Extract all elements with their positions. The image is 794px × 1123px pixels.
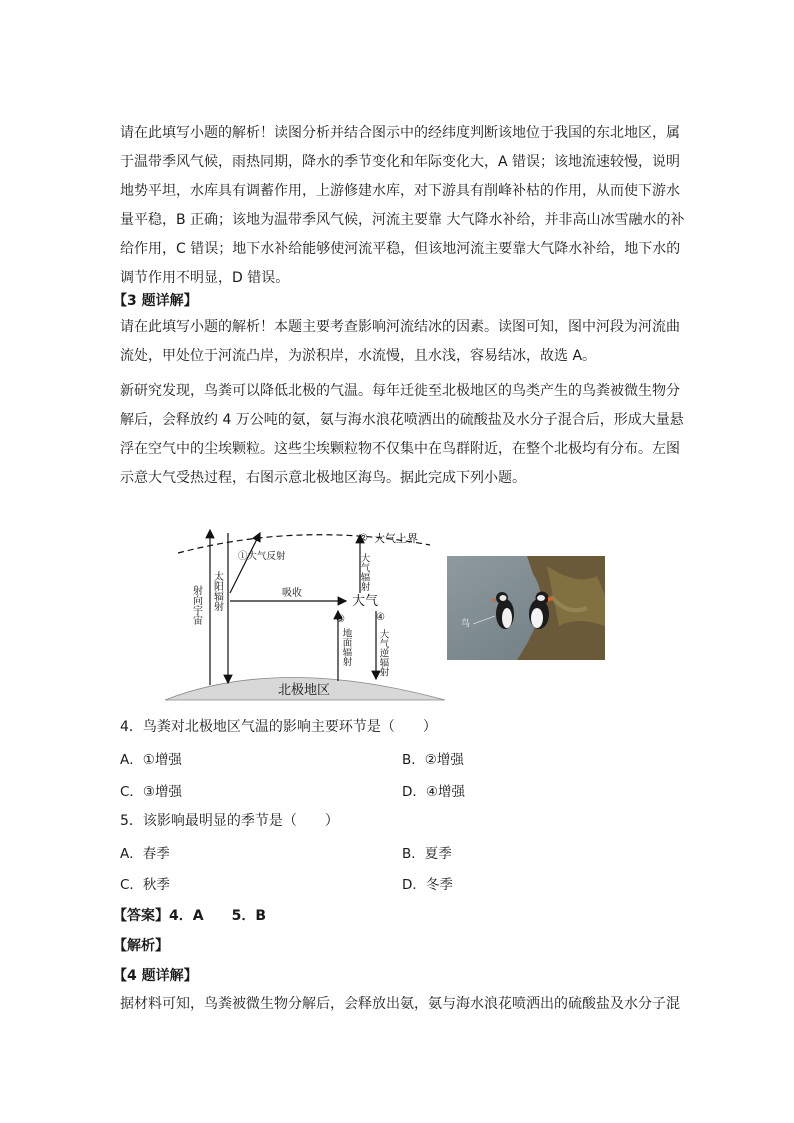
label-1: ①大气反射	[238, 551, 286, 562]
text-line: 量平稳，B 正确；该地为温带季风气候，河流主要靠 大气降水补给，并非高山冰雪融水的补	[120, 212, 685, 228]
atmosphere-heating-diagram	[160, 525, 450, 705]
text-line: 新研究发现，鸟粪可以降低北极的气温。每年迁徙至北极地区的鸟类产生的鸟粪被微生物分	[120, 383, 680, 399]
answer-line: 【答案】4．A 5．B	[113, 908, 266, 924]
material-paragraph	[120, 377, 684, 493]
space-radiation-label: 射向宇宙	[190, 585, 202, 625]
text-line: 浮在空气中的尘埃颗粒。这些尘埃颗粒物不仅集中在鸟群附近，在整个北极均有分布。左图	[120, 441, 680, 457]
text-line: 解后，会释放约 4 万公吨的氨，氨与海水浪花喷洒出的硫酸盐及水分子混合后，形成大量悬	[120, 412, 684, 428]
label-3: ③	[336, 614, 345, 625]
label-4: ④	[376, 612, 385, 623]
solar-radiation-label: 太阳辐射	[211, 571, 223, 611]
text-line: 据材料可知，鸟粪被微生物分解后，会释放出氨，氨与海水浪花喷洒出的硫酸盐及水分子混	[120, 996, 680, 1012]
q5-option-d: D．冬季	[402, 877, 453, 893]
text-line: 地势平坦，水库具有调蓄作用，上游修建水库，对下游具有削峰补枯的作用，从而使下游水	[120, 183, 680, 199]
text-line: 请在此填写小题的解析！本题主要考查影响河流结冰的因素。读图可知，图中河段为河流曲	[120, 319, 680, 335]
atm-radiation-label: 大气辐射	[358, 553, 370, 591]
text-line: 于温带季风气候，雨热同期，降水的季节变化和年际变化大，A 错误；该地流速较慢，说明	[120, 154, 681, 170]
q5-option-b: B．夏季	[402, 846, 452, 862]
q4-option-b: B．②增强	[402, 752, 464, 768]
text-line: 调节作用不明显，D 错误。	[120, 270, 290, 286]
analysis-header: 【解析】	[113, 938, 169, 954]
section-header-q3: 【3 题详解】	[113, 293, 198, 309]
text-line: 流处，甲处位于河流凸岸，为淤积岸，水流慢，且水浅，容易结冰，故选 A。	[120, 348, 597, 364]
section-header-q4: 【4 题详解】	[113, 968, 198, 984]
analysis-paragraph-q2	[120, 119, 685, 293]
q5-option-a: A．春季	[120, 846, 170, 862]
atmosphere-reflection-arrow	[230, 533, 260, 593]
q4-option-a: A．①增强	[120, 752, 182, 768]
seabird-photo	[447, 556, 605, 660]
analysis-paragraph-q3	[120, 313, 680, 371]
q4-option-d: D．④增强	[402, 784, 465, 800]
atmosphere-label: 大气	[352, 594, 379, 609]
counter-radiation-label: 大气逆辐射	[377, 629, 389, 677]
label-2: ②	[359, 533, 368, 544]
q5-option-c: C．秋季	[120, 877, 170, 893]
top-boundary-label: 大气上界	[374, 532, 418, 545]
q4-option-c: C．③增强	[120, 784, 183, 800]
question-4-stem: 4．鸟粪对北极地区气温的影响主要环节是（ ）	[120, 719, 437, 735]
question-5-stem: 5．该影响最明显的季节是（ ）	[120, 813, 339, 829]
text-line: 给作用，C 错误；地下水补给能够使河流平稳，但该地河流主要靠大气降水补给，地下水的	[120, 241, 681, 257]
text-line: 请在此填写小题的解析！读图分析并结合图示中的经纬度判断该地位于我国的东北地区，属	[120, 125, 680, 141]
absorb-label: 吸收	[282, 588, 302, 599]
analysis-paragraph-q4	[120, 990, 680, 1019]
region-label: 北极地区	[278, 683, 331, 698]
ground-radiation-label: 地面辐射	[340, 628, 352, 666]
bird-label: 鸟	[461, 619, 471, 629]
text-line: 示意大气受热过程，右图示意北极地区海鸟。据此完成下列小题。	[120, 470, 526, 486]
